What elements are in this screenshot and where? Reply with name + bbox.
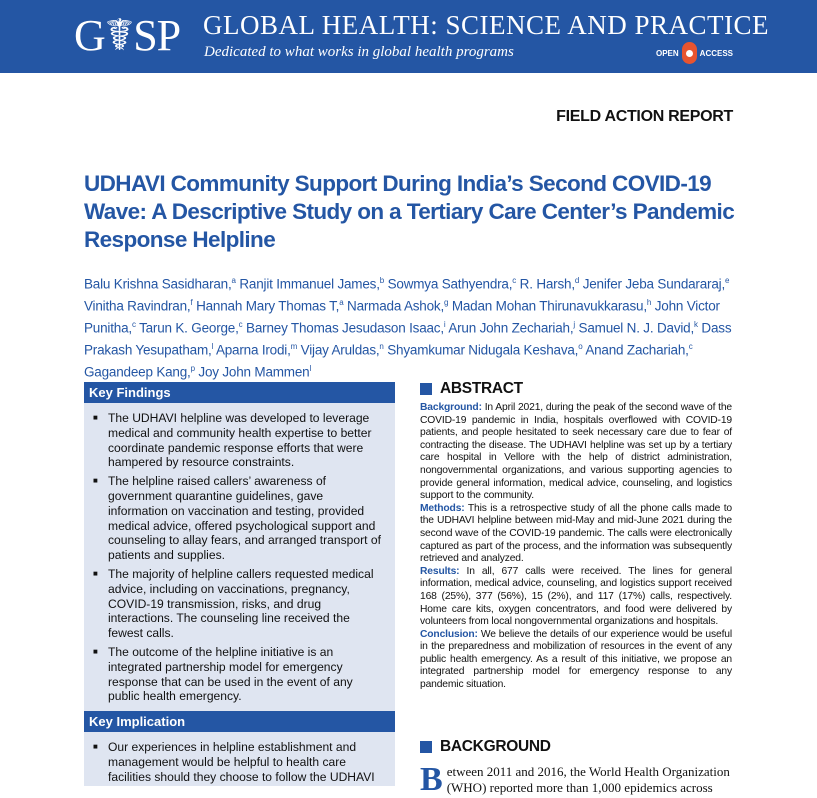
author-name[interactable]: Balu Krishna Sasidharan, [84,276,232,292]
author-name[interactable]: Vijay Aruldas, [300,342,380,358]
abstract-section [420,380,732,692]
article-type: FIELD ACTION REPORT [556,108,733,125]
affiliation-marker: e [725,276,730,285]
affiliation-marker: c [238,320,243,329]
key-implication-list [84,732,395,784]
affiliation-marker: d [574,276,580,285]
journal-subtitle: Dedicated to what works in global health programs [204,44,514,60]
affiliation-marker: c [512,276,517,285]
affiliation-marker: a [339,298,344,307]
journal-logo: G☤SP [74,11,181,60]
author-name[interactable]: Tarun K. George, [139,320,239,336]
abstract-results: Results: In all, 677 calls were received. The lines for general information, medical advice, counseling, and logistics support received 168 (25%), 377 (56%), 15 (2%), and 117 (17%) calls, respectively. Home care kits, oxygen concentrators, and food were delivered by volunteers from local nongovernmental organizations and hospitals. [420,565,732,628]
author-name[interactable]: Gagandeep Kang, [84,364,191,380]
open-access-icon [682,42,697,64]
key-implication-heading: Key Implication [84,711,395,732]
affiliation-marker: b [379,276,385,285]
open-label: OPEN [656,48,679,58]
article-title: UDHAVI Community Support During India’s Second COVID-19 Wave: A Descriptive Study on a Tertiary Care Center’s Pandemic Response Helpline [84,171,735,252]
list-item: ■ The majority of helpline callers requested medical advice, including on vaccinations, pregnancy, COVID-19 transmission, risks, and drug interactions. The counseling line received the fewest calls. [108,567,385,641]
drop-cap: B [420,761,443,798]
section-square-icon [420,383,432,395]
affiliation-marker: m [290,342,298,351]
author-name[interactable]: Ranjit Immanuel James, [239,276,380,292]
affiliation-marker: a [231,276,236,285]
author-name[interactable]: Dass Prakash Yesupatham, [84,320,732,358]
author-name[interactable]: Jenifer Jeba Sundararaj, [582,276,725,292]
background-heading-text: BACKGROUND [440,738,551,755]
affiliation-marker: c [131,320,136,329]
author-name[interactable]: Madan Mohan Thirunavukkarasu, [451,298,647,314]
author-name[interactable]: Narmada Ashok, [347,298,445,314]
affiliation-marker: i [443,320,446,329]
background-body: Between 2011 and 2016, the World Health Organization (WHO) reported more than 1,000 epidemics across [420,761,730,798]
author-list [84,272,744,382]
affiliation-marker: k [694,320,698,329]
affiliation-marker: c [688,342,693,351]
author-name[interactable]: Anand Zachariah, [585,342,689,358]
abstract-background: Background: In April 2021, during the peak of the second wave of the COVID-19 pandemic in India, hospitals overflowed with COVID-19 patients, and people hesitated to seek necessary care due to fear of contracting the disease. The UDHAVI helpline was set up by a tertiary care hospital in Vellore with the help of district administration, nongovernmental organizations, and various supporting agencies to provide general information, medical advice, counseling, and logistics support to the community. [420,402,733,502]
affiliation-marker: l [211,342,214,351]
abstract-heading [420,380,732,398]
author-name[interactable]: Sowmya Sathyendra, [387,276,513,292]
background-heading [420,738,732,756]
section-square-icon [420,741,432,753]
abstract-body [420,402,732,692]
journal-header [0,0,817,73]
key-findings-heading: Key Findings [84,382,395,403]
open-access-badge [656,42,733,64]
author-name[interactable]: John Victor Punitha, [84,298,720,336]
abstract-methods: Methods: This is a retrospective study of all the phone calls made to the UDHAVI helpline between mid-May and mid-June 2021 during the second wave of the COVID-19 pandemic. The calls were electronically captured as part of the process, and the information was subsequently retrieved and analyzed. [420,502,733,565]
list-item: ■ The helpline raised callers’ awareness of government quarantine guidelines, gave information on vaccination and testing, provided medical advice, offered psychological support and counseling to allay fears, and arranged transport of patients and supplies. [108,474,385,563]
key-findings-list [84,403,395,704]
affiliation-marker: l [309,364,312,373]
affiliation-marker: n [379,342,384,351]
affiliation-marker: g [444,298,449,307]
journal-title: GLOBAL HEALTH: SCIENCE AND PRACTICE [203,10,770,40]
list-item: ■ Our experiences in helpline establishment and management would be helpful to health care facilities should they choose to follow the UDHAVI [108,740,385,784]
author-name[interactable]: R. Harsh, [519,276,575,292]
author-name[interactable]: Barney Thomas Jesudason Isaac, [246,320,444,336]
list-item: ■ The outcome of the helpline initiative is an integrated partnership model for emergency response that can be used in the event of any public health emergency. [108,645,385,704]
abstract-heading-text: ABSTRACT [440,380,523,397]
affiliation-marker: o [578,342,583,351]
author-name[interactable]: Samuel N. J. David, [578,320,695,336]
affiliation-marker: p [190,364,195,373]
list-item: ■ The UDHAVI helpline was developed to leverage medical and community health expertise to better coordinate pandemic response efforts that were hampered by resource constraints. [108,411,385,470]
access-label: ACCESS [699,48,734,58]
author-name[interactable]: Vinitha Ravindran, [84,298,191,314]
author-name[interactable]: Joy John Mammen [198,364,310,380]
affiliation-marker: h [646,298,652,307]
background-section [420,738,732,796]
affiliation-marker: f [190,298,193,307]
affiliation-marker: j [573,320,575,329]
key-findings-box [84,382,395,786]
author-name[interactable]: Aparna Irodi, [215,342,291,358]
abstract-conclusion: Conclusion: We believe the details of our experience would be useful in the preparedness and mobilization of resources in the event of any public health emergency. As a result of this initiative, we propose an integrated partnership model for emergency response to any pandemic situation. [420,628,732,691]
author-name[interactable]: Hannah Mary Thomas T, [196,298,340,314]
author-name[interactable]: Shyamkumar Nidugala Keshava, [387,342,579,358]
author-name[interactable]: Arun John Zechariah, [448,320,574,336]
